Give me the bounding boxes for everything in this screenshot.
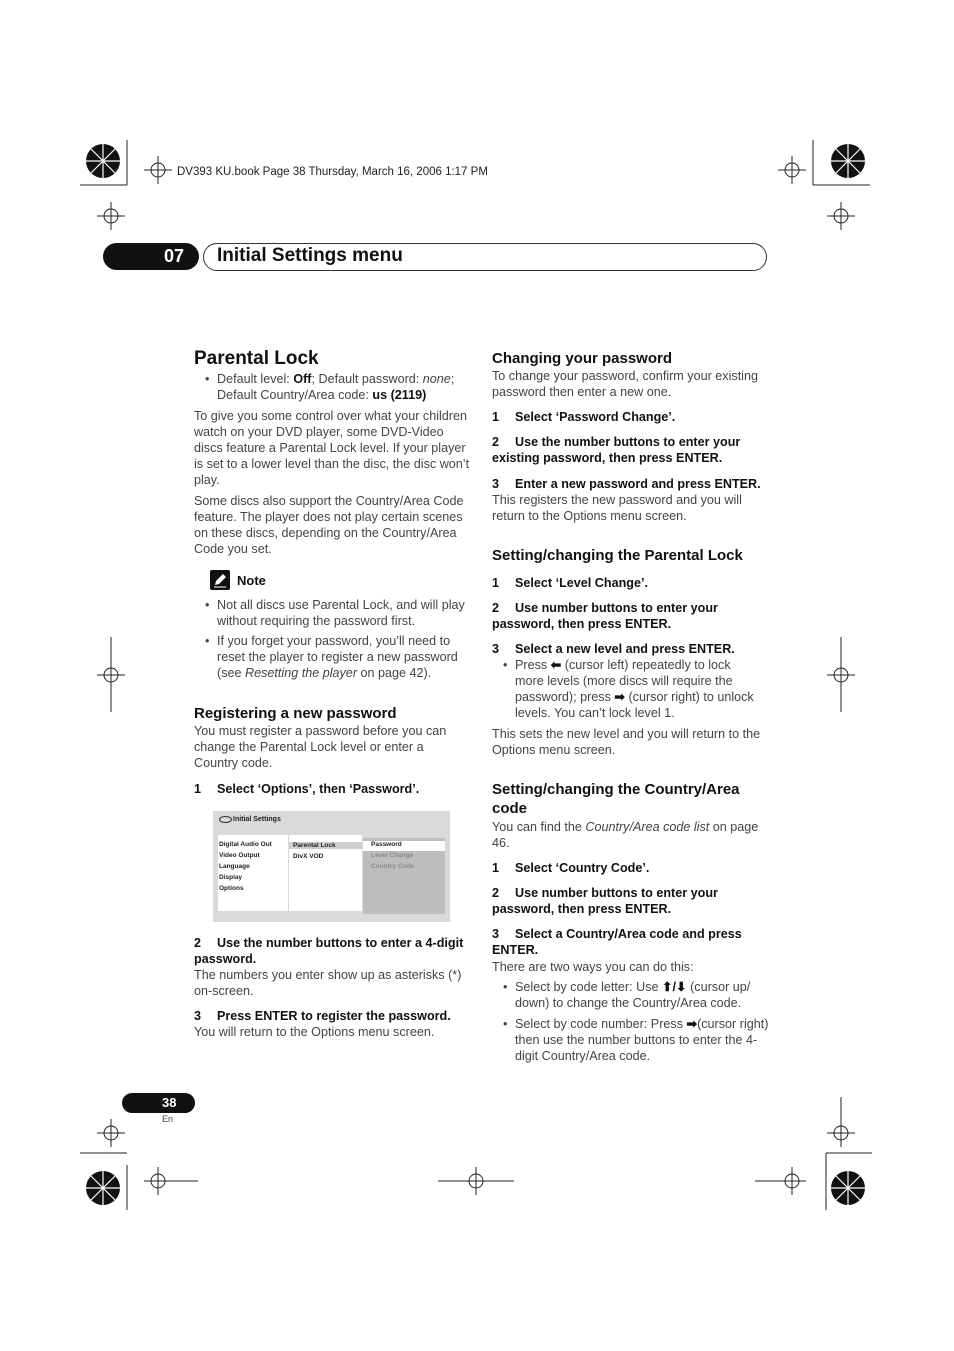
subheading-changing-password: Changing your password — [492, 350, 673, 367]
page-number-badge — [122, 1093, 195, 1113]
section-heading-parental-lock: Parental Lock — [194, 348, 319, 369]
intro-paragraph-1: To give you some control over what your children watch on your DVD player, some DVD-Video discs feature a Parental Lock level. If your player is set to a lower level than the disc, the disc won’t play. — [194, 409, 470, 487]
subheading-register-password: Registering a new password — [194, 705, 397, 722]
screen-menu-item: Options — [219, 885, 244, 892]
page-number: 38 — [162, 1095, 177, 1110]
screen-main-menu — [218, 835, 288, 911]
chapter-title: Initial Settings menu — [217, 245, 403, 266]
note-item-1: • Not all discs use Parental Lock, and will play without requiring the password first. — [205, 598, 465, 628]
country-step-2: 2 Use number buttons to enter your password, then press ENTER. — [492, 886, 718, 916]
change-step-2: 2 Use the number buttons to enter your existing password, then press ENTER. — [492, 435, 741, 465]
chapter-number-badge — [103, 243, 199, 270]
country-step-3: 3 Select a Country/Area code and press ENTER. — [492, 927, 742, 957]
cursor-right-arrow-icon: ➡ — [686, 1017, 698, 1031]
cursor-up-down-arrow-icon: ⬆/⬇ — [662, 980, 687, 994]
changing-password-paragraph: To change your password, confirm your existing password then enter a new one. — [492, 369, 758, 399]
screen-sub-menu — [289, 835, 362, 911]
register-step-1: 1 Select ‘Options’, then ‘Password’. — [194, 782, 420, 796]
register-step-2: 2 Use the number buttons to enter a 4-digit password. — [194, 936, 464, 966]
screen-option-menu — [363, 838, 445, 914]
screen-menu-item: Video Output — [219, 852, 260, 859]
screen-sub-item: DivX VOD — [293, 853, 324, 860]
screen-option-item: Level Change — [371, 852, 414, 859]
note-item-2: • If you forget your password, you’ll need to reset the player to register a new password (see Resetting the player on page 42). — [205, 634, 458, 680]
screen-menu-item: Digital Audio Out — [219, 841, 272, 848]
change-step-3: 3 Enter a new password and press ENTER. — [492, 477, 761, 491]
register-step-2-text: The numbers you enter show up as asterisks (*) on-screen. — [194, 968, 462, 998]
screen-title: Initial Settings — [233, 816, 281, 823]
country-step-3-text: There are two ways you can do this: — [492, 960, 694, 974]
disc-icon — [219, 815, 232, 824]
intro-paragraph-2: Some discs also support the Country/Area Code feature. The player does not play certain scenes on these discs, depending on the Country/Area Code you set. — [194, 494, 464, 556]
country-step-1: 1 Select ‘Country Code’. — [492, 861, 650, 875]
cursor-right-arrow-icon: ➡ — [614, 690, 625, 704]
lock-step-1: 1 Select ‘Level Change’. — [492, 576, 648, 590]
subheading-parental-lock: Setting/changing the Parental Lock — [492, 547, 743, 564]
screen-menu-item: Display — [219, 874, 243, 881]
cursor-left-arrow-icon: ⬅ — [550, 658, 562, 672]
chapter-number: 07 — [163, 246, 184, 266]
screen-option-item: Country Code — [371, 863, 414, 870]
screen-menu-item: Language — [219, 863, 250, 870]
language-code: En — [162, 1114, 174, 1124]
default-settings-bullet: • Default level: Off; Default password: none; Default Country/Area code: us (2119) — [205, 372, 455, 402]
screen-option-selected: Password — [363, 841, 445, 851]
register-paragraph: You must register a password before you can change the Parental Lock level or enter a Country code. — [194, 724, 447, 770]
lock-step-2: 2 Use number buttons to enter your password, then press ENTER. — [492, 601, 718, 631]
lock-step-3: 3 Select a new level and press ENTER. — [492, 642, 735, 656]
note-label: Note — [237, 573, 266, 588]
lock-step-3-bullet: • Press ⬅ (cursor left) repeatedly to lock more levels (more discs will require the password); press ➡ (cursor right) to unlock levels. You can’t lock level 1. — [503, 658, 754, 720]
country-bullet-code-letter: • Select by code letter: Use ⬆/⬇ (cursor up/ down) to change the Country/Area code. — [503, 980, 751, 1010]
change-step-3-text: This registers the new password and you will return to the Options menu screen. — [492, 493, 742, 523]
subheading-country-area: Setting/changing the Country/Area code — [492, 781, 740, 817]
country-bullet-code-number: • Select by code number: Press ➡(cursor right) then use the number buttons to enter the 4-digit Country/Area code. — [503, 1017, 769, 1063]
register-step-3: 3 Press ENTER to register the password. — [194, 1009, 451, 1023]
register-step-3-text: You will return to the Options menu screen. — [194, 1025, 435, 1039]
print-header: DV393 KU.book Page 38 Thursday, March 16, 2006 1:17 PM — [177, 166, 488, 178]
note-pencil-icon — [210, 570, 230, 590]
screen-sub-item-selected: Parental Lock — [289, 842, 362, 849]
lock-after-text: This sets the new level and you will return to the Options menu screen. — [492, 727, 761, 757]
initial-settings-screen-image — [213, 811, 450, 922]
chapter-title-bar — [203, 243, 767, 271]
country-paragraph: You can find the Country/Area code list on page 46. — [492, 820, 759, 850]
change-step-1: 1 Select ‘Password Change’. — [492, 410, 676, 424]
